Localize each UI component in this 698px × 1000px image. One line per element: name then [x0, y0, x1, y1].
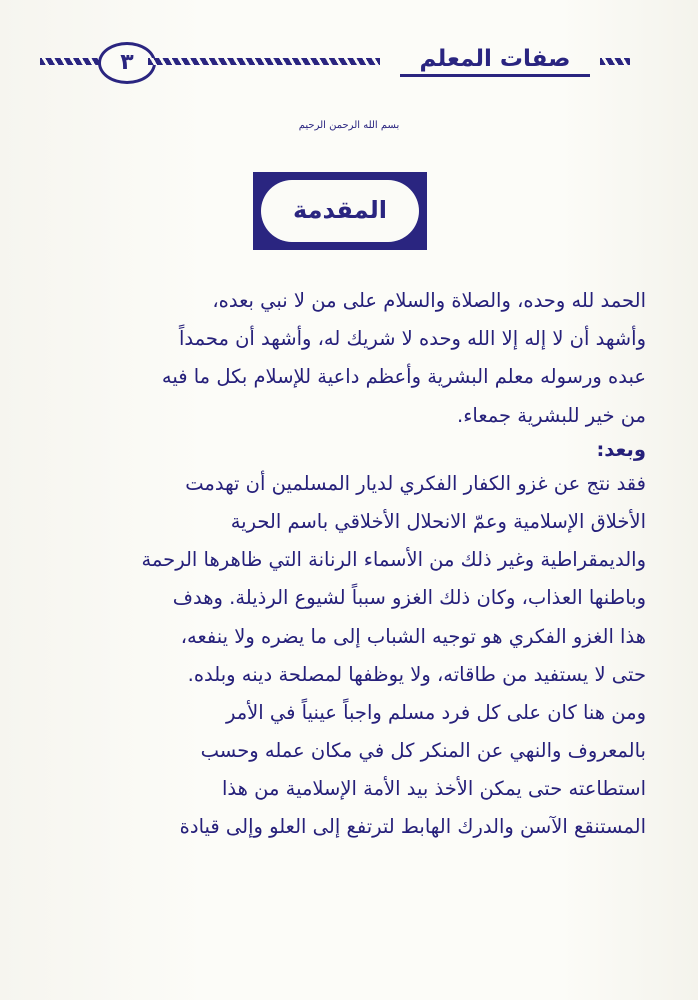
body-line: فقد نتج عن غزو الكفار الفكري لديار المسلمين أن تهدمت — [185, 471, 646, 495]
page-header — [40, 42, 658, 82]
section-title-frame — [253, 172, 427, 250]
header-rule-middle — [148, 58, 380, 65]
body-line: هذا الغزو الفكري هو توجيه الشباب إلى ما يضره ولا ينفعه، — [180, 624, 646, 648]
body-line: المستنقع الآسن والدرك الهابط لترتفع إلى العلو وإلى قيادة — [179, 815, 646, 839]
header-rule-left — [40, 58, 100, 65]
body-line: عبده ورسوله معلم البشرية وأعظم داعية للإسلام بكل ما فيه — [161, 365, 646, 389]
body-line: حتى لا يستفيد من طاقاته، ولا يوظفها لمصلحة دينه وبلده. — [187, 662, 646, 686]
body-line: الحمد لله وحده، والصلاة والسلام على من لا نبي بعده، — [212, 289, 646, 312]
section-title: المقدمة — [261, 180, 419, 242]
body-line: وأشهد أن لا إله إلا الله وحده لا شريك له، وأشهد أن محمداً — [178, 327, 646, 351]
body-line: ومن هنا كان على كل فرد مسلم واجباً عينياً في الأمر — [225, 700, 646, 724]
body-line: من خير للبشرية جمعاء. — [457, 403, 646, 427]
body-line: بالمعروف والنهي عن المنكر كل في مكان عمله وحسب — [200, 739, 646, 763]
body-line: استطاعته حتى يمكن الأخذ بيد الأمة الإسلامية من هذا — [222, 777, 646, 801]
body-line: والديمقراطية وغير ذلك من الأسماء الرنانة التي ظاهرها الرحمة — [141, 548, 646, 572]
body-subheading: وبعد: — [596, 437, 646, 461]
basmala: بسم الله الرحمن الرحيم — [298, 120, 400, 131]
running-title: صفات المعلم — [400, 44, 590, 77]
header-rule-right — [600, 58, 630, 65]
body-line: الأخلاق الإسلامية وعمّ الانحلال الأخلاقي باسم الحرية — [230, 509, 646, 533]
page-number: ٣ — [98, 42, 156, 84]
body-text — [56, 282, 646, 847]
body-line: وباطنها العذاب، وكان ذلك الغزو سبباً لشيوع الرذيلة. وهدف — [172, 586, 646, 610]
